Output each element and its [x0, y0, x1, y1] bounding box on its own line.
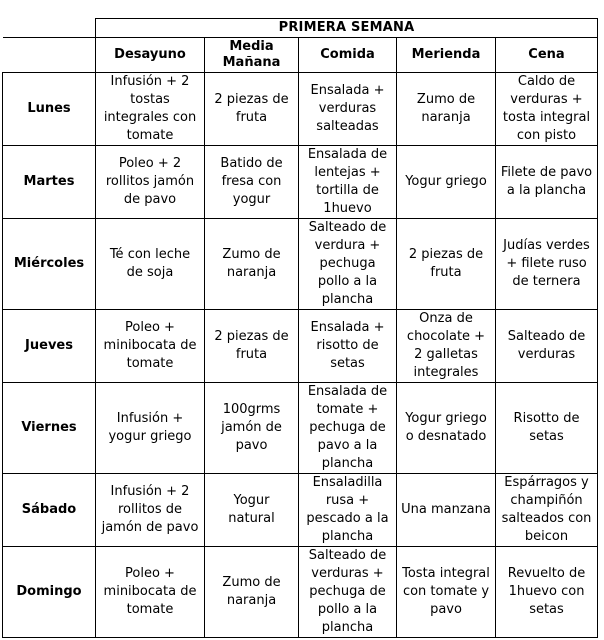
meal-cell: 2 piezas de fruta [205, 73, 299, 146]
column-header-merienda: Merienda [397, 38, 496, 73]
meal-cell: Espárragos y champiñón salteados con beicon [496, 474, 598, 547]
meal-cell: Infusión + 2 tostas integrales con tomate [96, 73, 205, 146]
week-title: PRIMERA SEMANA [96, 19, 598, 38]
table-row [3, 383, 598, 474]
day-label: Jueves [3, 310, 96, 383]
meal-cell: Revuelto de 1huevo con setas [496, 547, 598, 638]
meal-cell: Tosta integral con tomate y pavo [397, 547, 496, 638]
meal-cell: Té con leche de soja [96, 219, 205, 310]
column-header-media-manana: Media Mañana [205, 38, 299, 73]
meal-cell: Onza de chocolate + 2 galletas integrales [397, 310, 496, 383]
meal-cell: Yogur griego [397, 146, 496, 219]
meal-cell: Ensaladilla rusa + pescado a la plancha [299, 474, 397, 547]
meal-cell: 100grms jamón de pavo [205, 383, 299, 474]
day-label: Viernes [3, 383, 96, 474]
meal-cell: Zumo de naranja [397, 73, 496, 146]
meal-cell: Batido de fresa con yogur [205, 146, 299, 219]
column-header-cena: Cena [496, 38, 598, 73]
table-row [3, 146, 598, 219]
column-header-comida: Comida [299, 38, 397, 73]
meal-cell: Ensalada de tomate + pechuga de pavo a la plancha [299, 383, 397, 474]
weekly-meal-plan-table [2, 18, 598, 638]
day-label: Sábado [3, 474, 96, 547]
meal-cell: Zumo de naranja [205, 219, 299, 310]
day-label: Lunes [3, 73, 96, 146]
table-corner-empty [3, 19, 96, 38]
meal-cell: Salteado de verduras [496, 310, 598, 383]
meal-cell: Infusión + yogur griego [96, 383, 205, 474]
meal-cell: Risotto de setas [496, 383, 598, 474]
meal-cell: Ensalada + verduras salteadas [299, 73, 397, 146]
meal-cell: Salteado de verdura + pechuga pollo a la plancha [299, 219, 397, 310]
meal-cell: Yogur natural [205, 474, 299, 547]
meal-cell: Poleo + minibocata de tomate [96, 547, 205, 638]
meal-cell: Una manzana [397, 474, 496, 547]
meal-cell: Poleo + minibocata de tomate [96, 310, 205, 383]
table-corner-empty [3, 38, 96, 73]
meal-cell: Filete de pavo a la plancha [496, 146, 598, 219]
meal-cell: Infusión + 2 rollitos de jamón de pavo [96, 474, 205, 547]
table-row [3, 547, 598, 638]
meal-cell: Caldo de verduras + tosta integral con pisto [496, 73, 598, 146]
day-label: Miércoles [3, 219, 96, 310]
table-row [3, 73, 598, 146]
table-row [3, 310, 598, 383]
meal-cell: Ensalada + risotto de setas [299, 310, 397, 383]
meal-cell: Ensalada de lentejas + tortilla de 1huevo [299, 146, 397, 219]
meal-cell: 2 piezas de fruta [397, 219, 496, 310]
table-row [3, 219, 598, 310]
meal-cell: Salteado de verduras + pechuga de pollo a la plancha [299, 547, 397, 638]
day-label: Domingo [3, 547, 96, 638]
meal-cell: Judías verdes + filete ruso de ternera [496, 219, 598, 310]
column-header-desayuno: Desayuno [96, 38, 205, 73]
day-label: Martes [3, 146, 96, 219]
meal-cell: Yogur griego o desnatado [397, 383, 496, 474]
table-row [3, 474, 598, 547]
meal-cell: Poleo + 2 rollitos jamón de pavo [96, 146, 205, 219]
meal-cell: 2 piezas de fruta [205, 310, 299, 383]
meal-cell: Zumo de naranja [205, 547, 299, 638]
